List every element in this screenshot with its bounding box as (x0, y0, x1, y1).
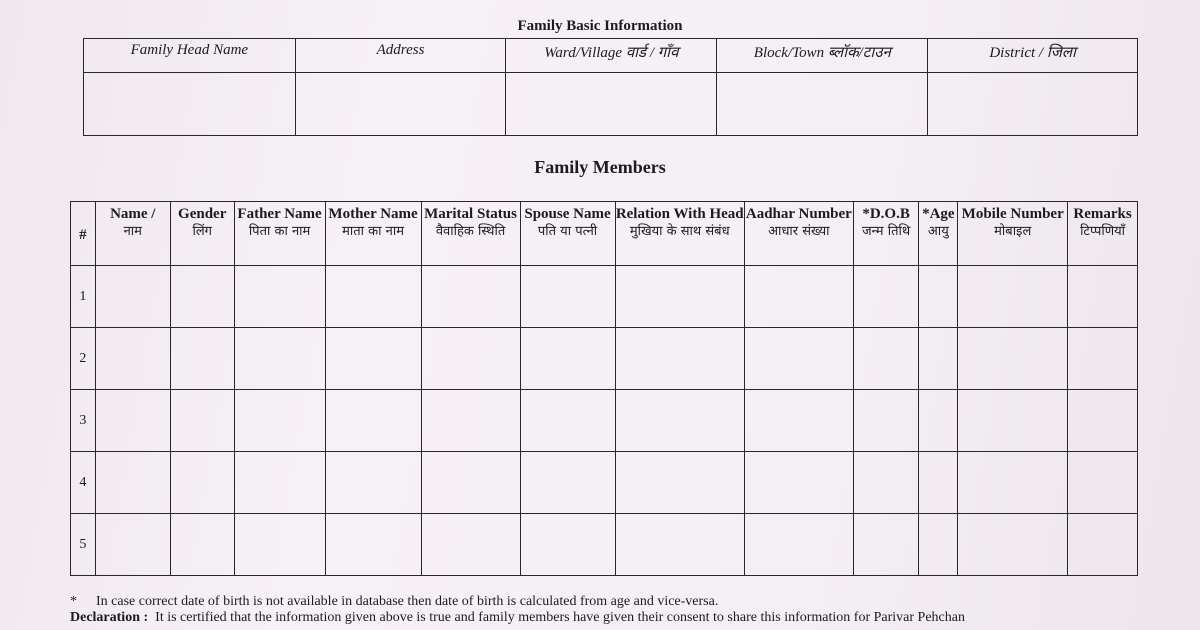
basic-col-header: Address (295, 39, 506, 73)
member-row (71, 390, 1138, 452)
members-col-header (615, 202, 744, 266)
members-col-header (170, 202, 234, 266)
members-col-header (95, 202, 170, 266)
block-town-field[interactable] (717, 73, 928, 136)
members-col-header (853, 202, 919, 266)
member-cell[interactable] (95, 266, 170, 328)
col-header-hi: वैवाहिक स्थिति (435, 224, 506, 239)
member-cell[interactable] (1068, 452, 1138, 514)
member-cell[interactable] (1068, 514, 1138, 576)
member-cell[interactable] (234, 266, 325, 328)
col-header-hi: लिंग (192, 224, 212, 239)
members-header-row (71, 202, 1138, 266)
member-cell[interactable] (958, 452, 1068, 514)
col-header-hi: पति या पत्नी (537, 224, 598, 239)
col-header-hi: जन्म तिथि (862, 224, 911, 239)
member-cell[interactable] (170, 514, 234, 576)
member-cell[interactable] (744, 328, 853, 390)
col-header-hi: मोबाइल (994, 224, 1032, 239)
member-row (71, 328, 1138, 390)
member-cell[interactable] (421, 328, 520, 390)
member-cell[interactable] (95, 452, 170, 514)
member-cell[interactable] (170, 266, 234, 328)
ward-village-field[interactable] (506, 73, 717, 136)
member-cell[interactable] (1068, 390, 1138, 452)
col-header-en: Father Name (237, 206, 322, 222)
members-col-header (1068, 202, 1138, 266)
member-cell[interactable] (95, 514, 170, 576)
declaration-label: Declaration : (70, 610, 149, 625)
member-cell[interactable] (170, 452, 234, 514)
col-header-hi: आयु (927, 224, 949, 239)
member-cell[interactable] (958, 328, 1068, 390)
members-col-header (520, 202, 615, 266)
member-cell[interactable] (520, 328, 615, 390)
col-header-hi: टिप्पणियाँ (1080, 224, 1126, 239)
member-cell[interactable] (853, 328, 919, 390)
member-cell[interactable] (325, 514, 421, 576)
basic-col-header: District / जिला (928, 39, 1138, 73)
note-text: In case correct date of birth is not available in database then date of birth is calculated from age and vice-versa. (96, 594, 719, 609)
member-cell[interactable] (234, 328, 325, 390)
member-cell[interactable] (520, 266, 615, 328)
member-cell[interactable] (325, 390, 421, 452)
member-row (71, 514, 1138, 576)
member-cell[interactable] (95, 390, 170, 452)
dob-note (70, 594, 718, 610)
row-number: 3 (71, 390, 96, 452)
col-header-hi: पिता का नाम (248, 224, 311, 239)
member-cell[interactable] (919, 266, 958, 328)
members-col-header (71, 202, 96, 266)
members-col-header (234, 202, 325, 266)
col-header-en: Marital Status (424, 206, 517, 222)
district-field[interactable] (928, 73, 1138, 136)
member-cell[interactable] (234, 452, 325, 514)
member-row (71, 266, 1138, 328)
member-cell[interactable] (853, 452, 919, 514)
family-members-title: Family Members (534, 157, 666, 177)
member-cell[interactable] (744, 452, 853, 514)
members-col-header (958, 202, 1068, 266)
col-header-en: *D.O.B (862, 206, 910, 222)
member-cell[interactable] (1068, 328, 1138, 390)
col-header-en: Name / (110, 206, 156, 222)
members-col-header (919, 202, 958, 266)
col-header-en: Gender (178, 206, 227, 222)
member-cell[interactable] (520, 452, 615, 514)
member-cell[interactable] (325, 452, 421, 514)
member-cell[interactable] (958, 514, 1068, 576)
member-cell[interactable] (615, 514, 744, 576)
member-cell[interactable] (919, 514, 958, 576)
basic-col-header: Family Head Name (84, 39, 296, 73)
row-number: 5 (71, 514, 96, 576)
members-col-header (744, 202, 853, 266)
member-cell[interactable] (325, 266, 421, 328)
member-cell[interactable] (615, 266, 744, 328)
address-field[interactable] (295, 73, 506, 136)
member-cell[interactable] (615, 328, 744, 390)
member-cell[interactable] (421, 390, 520, 452)
member-cell[interactable] (853, 390, 919, 452)
members-col-header (421, 202, 520, 266)
member-cell[interactable] (919, 390, 958, 452)
basic-info-title: Family Basic Information (517, 18, 683, 34)
member-cell[interactable] (1068, 266, 1138, 328)
member-cell[interactable] (170, 328, 234, 390)
member-cell[interactable] (919, 328, 958, 390)
col-header-hi: माता का नाम (342, 224, 404, 239)
col-header-en: Mobile Number (961, 206, 1064, 222)
member-cell[interactable] (744, 390, 853, 452)
basic-col-header: Ward/Village वार्ड / गाँव (506, 39, 717, 73)
member-cell[interactable] (421, 452, 520, 514)
row-number: 2 (71, 328, 96, 390)
member-cell[interactable] (325, 328, 421, 390)
member-cell[interactable] (234, 514, 325, 576)
col-header-en: Spouse Name (524, 206, 611, 222)
member-cell[interactable] (234, 390, 325, 452)
basic-info-table (83, 38, 1138, 136)
member-cell[interactable] (958, 266, 1068, 328)
basic-col-header: Block/Town ब्लॉक/टाउन (717, 39, 928, 73)
member-cell[interactable] (853, 266, 919, 328)
col-header-hi: आधार संख्या (768, 224, 830, 239)
family-members-table (70, 201, 1138, 576)
col-header-hi: नाम (123, 224, 142, 239)
col-header-hi: मुखिया के साथ संबंध (629, 224, 730, 239)
col-header-en: Relation With Head (615, 206, 744, 222)
member-cell[interactable] (744, 266, 853, 328)
member-cell[interactable] (853, 514, 919, 576)
member-cell[interactable] (958, 390, 1068, 452)
member-cell[interactable] (520, 514, 615, 576)
col-header-en: Remarks (1073, 206, 1132, 222)
member-row (71, 452, 1138, 514)
member-cell[interactable] (421, 266, 520, 328)
member-cell[interactable] (744, 514, 853, 576)
member-cell[interactable] (95, 328, 170, 390)
col-header-en: # (79, 227, 87, 243)
member-cell[interactable] (170, 390, 234, 452)
member-cell[interactable] (615, 390, 744, 452)
member-cell[interactable] (520, 390, 615, 452)
declaration-text: It is certified that the information given above is true and family members have given their consent to share this information for Parivar Pehchan (155, 610, 965, 625)
declaration (70, 610, 965, 626)
col-header-en: *Age (922, 206, 955, 222)
col-header-en: Aadhar Number (745, 206, 852, 222)
row-number: 4 (71, 452, 96, 514)
family-head-name-field[interactable] (84, 73, 296, 136)
row-number: 1 (71, 266, 96, 328)
member-cell[interactable] (615, 452, 744, 514)
member-cell[interactable] (919, 452, 958, 514)
member-cell[interactable] (421, 514, 520, 576)
col-header-en: Mother Name (328, 206, 418, 222)
members-col-header (325, 202, 421, 266)
note-star: * (70, 594, 77, 609)
